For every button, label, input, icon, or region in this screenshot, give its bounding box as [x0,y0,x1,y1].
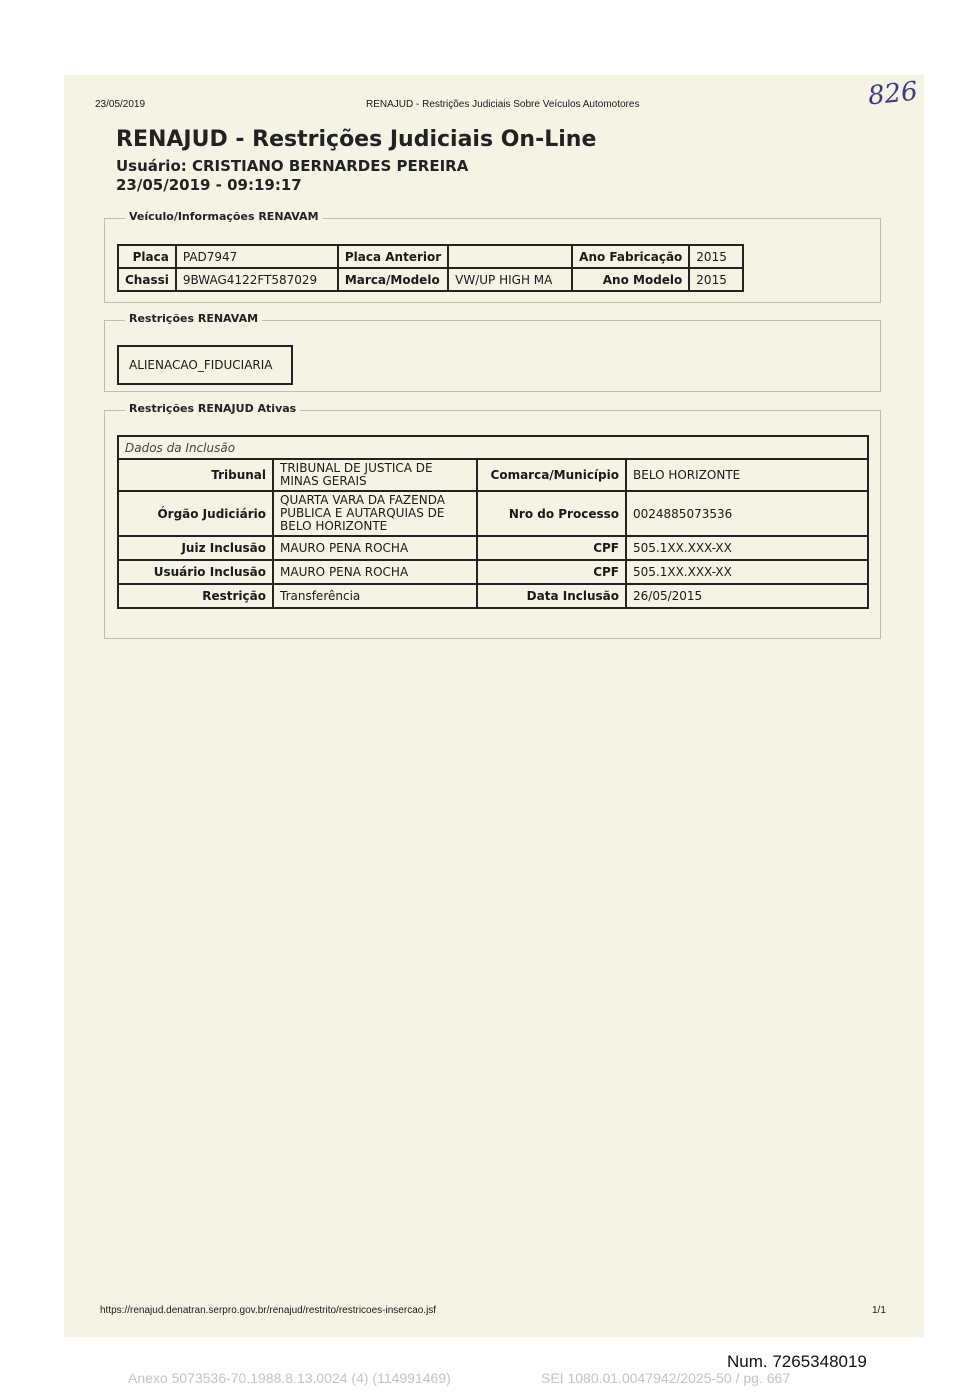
vehicle-info-table [117,244,744,292]
table-row [118,436,868,459]
vehicle-info-section [104,210,881,303]
marca-modelo-value: VW/UP HIGH MA [448,268,572,291]
placa-value: PAD7947 [176,245,338,268]
processo-label: Nro do Processo [477,491,626,536]
comarca-label: Comarca/Município [477,459,626,491]
tribunal-value: TRIBUNAL DE JUSTICA DE MINAS GERAIS [273,459,477,491]
ano-modelo-label: Ano Modelo [572,268,689,291]
anexo-stamp: Anexo 5073536-70.1988.8.13.0024 (4) (114991469) [128,1370,451,1386]
renavam-restriction-value: ALIENACAO_FIDUCIARIA [117,345,293,385]
user-line: Usuário: CRISTIANO BERNARDES PEREIRA [116,157,469,175]
restricao-value: Transferência [273,584,477,608]
table-row [118,459,868,491]
data-inclusao-label: Data Inclusão [477,584,626,608]
restricao-label: Restrição [118,584,273,608]
handwritten-page-number: 826 [866,76,920,112]
table-row [118,491,868,536]
orgao-label: Órgão Judiciário [118,491,273,536]
document-sheet [64,75,924,1337]
juiz-cpf-label: CPF [477,536,626,560]
renavam-restrictions-legend: Restrições RENAVAM [125,312,262,325]
query-datetime: 23/05/2019 - 09:19:17 [116,176,302,194]
vehicle-info-legend: Veículo/Informações RENAVAM [125,210,323,223]
comarca-value: BELO HORIZONTE [626,459,868,491]
print-date: 23/05/2019 [95,99,146,110]
page-title: RENAJUD - Restrições Judiciais On-Line [116,127,597,152]
renavam-restrictions-section [104,312,881,392]
ano-fabricacao-label: Ano Fabricação [572,245,689,268]
data-inclusao-value: 26/05/2015 [626,584,868,608]
table-row [118,584,868,608]
usuario-cpf-label: CPF [477,560,626,584]
footer-url: https://renajud.denatran.serpro.gov.br/renajud/restrito/restricoes-insercao.jsf [100,1305,437,1316]
print-header-title: RENAJUD - Restrições Judiciais Sobre Veículos Automotores [366,99,640,110]
juiz-label: Juiz Inclusão [118,536,273,560]
footer-page-number: 1/1 [872,1305,886,1316]
juiz-value: MAURO PENA ROCHA [273,536,477,560]
placa-anterior-value [448,245,572,268]
ano-modelo-value: 2015 [689,268,743,291]
inclusion-data-table [117,435,869,609]
renajud-restrictions-legend: Restrições RENAJUD Ativas [125,402,300,415]
usuario-value: MAURO PENA ROCHA [273,560,477,584]
sei-stamp: SEI 1080.01.0047942/2025-50 / pg. 667 [541,1370,791,1386]
document-number-stamp: Num. 7265348019 [727,1352,867,1371]
processo-value: 0024885073536 [626,491,868,536]
usuario-label: Usuário Inclusão [118,560,273,584]
usuario-cpf-value: 505.1XX.XXX-XX [626,560,868,584]
chassi-value: 9BWAG4122FT587029 [176,268,338,291]
chassi-label: Chassi [118,268,176,291]
marca-modelo-label: Marca/Modelo [338,268,448,291]
placa-label: Placa [118,245,176,268]
placa-anterior-label: Placa Anterior [338,245,448,268]
juiz-cpf-value: 505.1XX.XXX-XX [626,536,868,560]
orgao-value: QUARTA VARA DA FAZENDA PUBLICA E AUTARQUIAS DE BELO HORIZONTE [273,491,477,536]
table-row [118,245,743,268]
ano-fabricacao-value: 2015 [689,245,743,268]
tribunal-label: Tribunal [118,459,273,491]
table-row [118,268,743,291]
table-row [118,536,868,560]
renajud-restrictions-section [104,402,881,639]
table-row [118,560,868,584]
inclusion-caption: Dados da Inclusão [118,436,868,459]
